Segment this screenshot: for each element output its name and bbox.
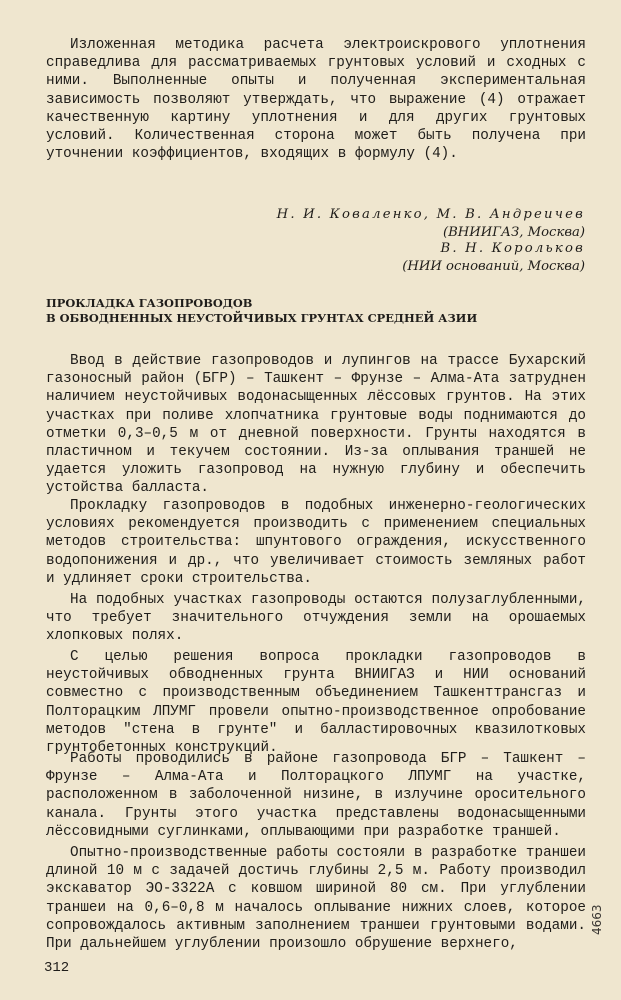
body-paragraph-2: Прокладку газопроводов в подобных инженерно-геологических условиях рекомендуется производить с применением специальных методов строительства: шпунтового ограждения, искусственного водопонижения и др., что увеличивает стоимость земляных работ и удлиняет сроки строительства. [46, 498, 586, 587]
body-paragraph-6: Опытно-производственные работы состояли в разработке траншеи длиной 10 м с задачей достичь глубины 2,5 м. Работу производил экскаватор ЭО-3322А с ковшом шириной 80 см. При углублении траншеи на 0,6–0,8 м началось оплывание нижних слоев, которое сопровождалось активным заполнением траншеи грунтовыми водами. При дальнейшем углублении произошло обрушение верхнего, [46, 845, 586, 953]
article-title [46, 296, 477, 326]
body-paragraph-1: Ввод в действие газопроводов и лупингов на трассе Бухарский газоносный район (БГР) – Ташкент – Фрунзе – Алма-Ата затруднен наличием неустойчивых водонасыщенных лёссовых грунтов. На этих участках при поливе хлопчатника грунтовые воды поднимаются до отметки 0,3–0,5 м от дневной поверхности. Грунты находятся в пластичном и текучем состоянии. Из-за оплывания траншей не удается уложить газопровод на нужную глубину и обеспечить устойства балласта. [46, 353, 586, 497]
body-paragraph-5: Работы проводились в районе газопровода БГР – Ташкент – Фрунзе – Алма-Ата и Полторацкого ЛПУМГ на участке, расположенном в заболоченной низине, в излучине оросительного канала. Грунты этого участка представлены водонасыщенными лёссовидными суглинками, оплывающими при разработке траншей. [46, 751, 586, 840]
page-number: 312 [44, 960, 70, 976]
author-names-1: Н. И. Коваленко, М. В. Андреичев [276, 207, 585, 222]
article-title-line-1: ПРОКЛАДКА ГАЗОПРОВОДОВ [46, 296, 253, 310]
body-paragraph-4: С целью решения вопроса прокладки газопроводов в неустойчивых обводненных грунта ВНИИГАЗ и НИИ оснований совместно с производственным объединением Ташкенттрансгаз и Полторацким ЛПУМГ провели опытно-производственное опробование методов "стена в грунте" и балластировочных квазилотковых грунтобетонных конструкций. [46, 649, 586, 757]
body-paragraph-3: На подобных участках газопроводы остаются полузаглубленными, что требует значительного отчуждения земли на орошаемых хлопковых полях. [46, 592, 586, 645]
author-affiliation-1: (ВНИИГАЗ, Москва) [442, 225, 585, 240]
intro-paragraph: Изложенная методика расчета электроискрового уплотнения справедлива для рассматриваемых грунтовых условий и сходных с ними. Выполненные опыты и полученная экспериментальная зависимость позволяют утверждать, что выражение (4) отражает качественную картину уплотнения и для других грунтовых условий. Количественная сторона может быть получена при уточнении коэффициентов, входящих в формулу (4). [46, 37, 586, 163]
author-names-2: В. Н. Корольков [440, 241, 585, 256]
author-block-1 [277, 206, 585, 242]
author-affiliation-2: (НИИ оснований, Москва) [402, 259, 585, 274]
author-block-2 [402, 240, 585, 276]
archive-stamp-number: 4663 [590, 904, 604, 935]
article-title-line-2: В ОБВОДНЕННЫХ НЕУСТОЙЧИВЫХ ГРУНТАХ СРЕДНЕЙ АЗИИ [46, 311, 478, 325]
